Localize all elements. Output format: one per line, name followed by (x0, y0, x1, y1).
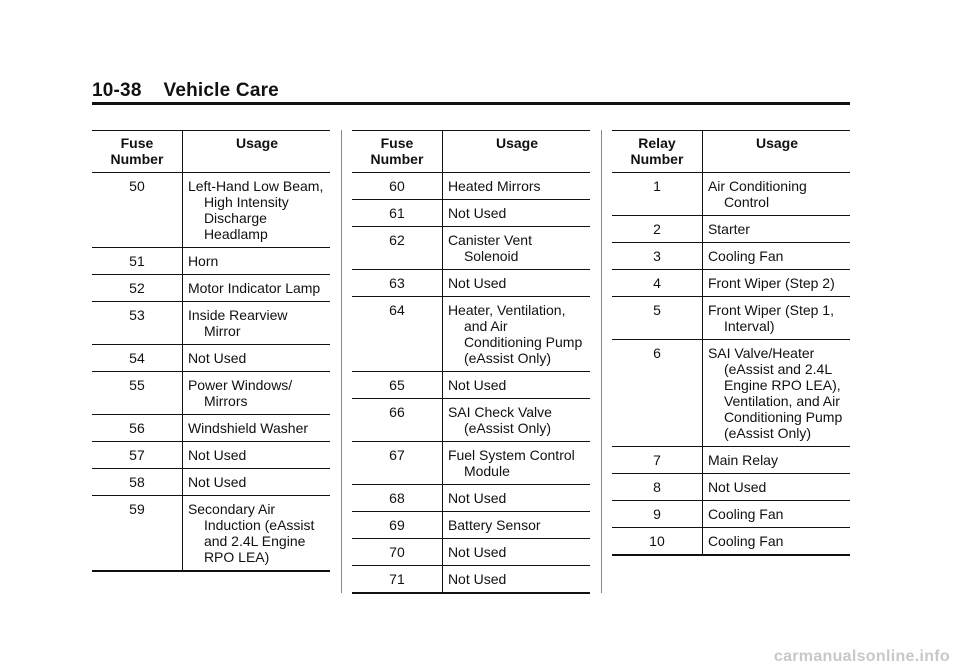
table-row (92, 372, 330, 415)
table-row (352, 227, 590, 270)
number-cell: 10 (612, 528, 702, 556)
usage-cell (182, 302, 330, 345)
usage-cell (442, 442, 590, 485)
usage-text: Not Used (187, 447, 247, 463)
number-cell: 66 (352, 399, 442, 442)
usage-text: Battery Sensor (447, 517, 541, 533)
usage-cell (442, 399, 590, 442)
number-cell: 2 (612, 216, 702, 243)
section-title: Vehicle Care (163, 80, 279, 101)
number-cell: 57 (92, 442, 182, 469)
usage-text: Air Conditioning Control (707, 178, 807, 210)
number-column-header: Fuse Number (92, 131, 182, 173)
table-row (352, 566, 590, 594)
usage-text: Not Used (447, 490, 507, 506)
table-row (92, 345, 330, 372)
usage-cell (442, 297, 590, 372)
table-row (352, 442, 590, 485)
number-cell: 52 (92, 275, 182, 302)
usage-cell (702, 340, 850, 447)
fuse-table-60-71 (352, 130, 590, 594)
table-row (612, 243, 850, 270)
number-cell: 56 (92, 415, 182, 442)
table-row (612, 501, 850, 528)
usage-text: Heater, Ventilation, and Air Conditioning Pump (eAssist Only) (447, 302, 583, 366)
number-cell: 9 (612, 501, 702, 528)
number-cell: 58 (92, 469, 182, 496)
usage-cell (182, 248, 330, 275)
table-row (612, 270, 850, 297)
usage-text: SAI Check Valve (eAssist Only) (447, 404, 552, 436)
usage-text: Not Used (447, 544, 507, 560)
usage-cell (442, 270, 590, 297)
number-cell: 6 (612, 340, 702, 447)
header-rule (92, 102, 850, 105)
table-row (352, 512, 590, 539)
table-row (92, 442, 330, 469)
usage-cell (702, 270, 850, 297)
usage-text: Windshield Washer (187, 420, 309, 436)
usage-cell (442, 539, 590, 566)
usage-text: Motor Indicator Lamp (187, 280, 321, 296)
usage-cell (702, 528, 850, 556)
table-row (612, 297, 850, 340)
usage-text: Front Wiper (Step 2) (707, 275, 835, 291)
usage-text: Not Used (707, 479, 767, 495)
usage-cell (182, 275, 330, 302)
usage-text: Cooling Fan (707, 506, 784, 522)
page-header (92, 80, 850, 106)
usage-cell (702, 216, 850, 243)
usage-cell (182, 415, 330, 442)
usage-cell (182, 469, 330, 496)
number-cell: 7 (612, 447, 702, 474)
usage-text: Not Used (447, 275, 507, 291)
number-cell: 54 (92, 345, 182, 372)
table-header-row (612, 131, 850, 173)
number-cell: 50 (92, 173, 182, 248)
usage-column-header: Usage (182, 131, 330, 173)
usage-cell (182, 372, 330, 415)
table-row (612, 474, 850, 501)
table-header-row (92, 131, 330, 173)
number-cell: 71 (352, 566, 442, 594)
usage-text: Inside Rearview Mirror (187, 307, 288, 339)
usage-cell (702, 474, 850, 501)
table-row (92, 173, 330, 248)
usage-cell (442, 566, 590, 594)
table-row (352, 399, 590, 442)
number-cell: 65 (352, 372, 442, 399)
usage-text: Secondary Air Induction (eAssist and 2.4L Engine RPO LEA) (187, 501, 315, 565)
usage-text: Left-Hand Low Beam, High Intensity Discharge Headlamp (187, 178, 324, 242)
number-cell: 53 (92, 302, 182, 345)
table-row (612, 447, 850, 474)
usage-cell (442, 372, 590, 399)
column-divider-left (341, 130, 342, 593)
number-cell: 4 (612, 270, 702, 297)
usage-text: Heated Mirrors (447, 178, 541, 194)
table-row (352, 297, 590, 372)
table-row (612, 173, 850, 216)
page-title (92, 80, 279, 102)
number-cell: 1 (612, 173, 702, 216)
usage-cell (182, 496, 330, 572)
number-cell: 62 (352, 227, 442, 270)
usage-text: Not Used (447, 377, 507, 393)
usage-text: Front Wiper (Step 1, Interval) (707, 302, 834, 334)
usage-cell (442, 173, 590, 200)
usage-cell (182, 173, 330, 248)
usage-text: Not Used (187, 350, 247, 366)
table-row (352, 173, 590, 200)
table-header-row (352, 131, 590, 173)
usage-text: Horn (187, 253, 219, 269)
usage-text: Starter (707, 221, 750, 237)
table-row (352, 372, 590, 399)
table-row (92, 275, 330, 302)
usage-text: Cooling Fan (707, 533, 784, 549)
usage-column-header: Usage (702, 131, 850, 173)
usage-cell (702, 447, 850, 474)
usage-cell (702, 243, 850, 270)
usage-text: SAI Valve/Heater (eAssist and 2.4L Engine RPO LEA), Ventilation, and Air Conditioning Pump (eAssist Only) (707, 345, 843, 441)
column-divider-right (601, 130, 602, 593)
usage-cell (442, 485, 590, 512)
table-row (352, 200, 590, 227)
table-row (352, 270, 590, 297)
table-row (92, 302, 330, 345)
usage-text: Canister Vent Solenoid (447, 232, 532, 264)
usage-cell (442, 512, 590, 539)
watermark: carmanualsonline.info (773, 648, 950, 665)
usage-text: Cooling Fan (707, 248, 784, 264)
number-cell: 55 (92, 372, 182, 415)
table-row (92, 415, 330, 442)
usage-column-header: Usage (442, 131, 590, 173)
usage-text: Not Used (447, 205, 507, 221)
number-cell: 69 (352, 512, 442, 539)
number-cell: 70 (352, 539, 442, 566)
table-row (612, 528, 850, 556)
usage-text: Main Relay (707, 452, 778, 468)
usage-cell (182, 345, 330, 372)
usage-text: Fuel System Control Module (447, 447, 575, 479)
table-row (92, 469, 330, 496)
fuse-table-50-59 (92, 130, 330, 572)
number-cell: 51 (92, 248, 182, 275)
table-row (352, 485, 590, 512)
usage-text: Not Used (447, 571, 507, 587)
relay-table-1-10 (612, 130, 850, 556)
usage-text: Not Used (187, 474, 247, 490)
number-cell: 68 (352, 485, 442, 512)
usage-text: Power Windows/ Mirrors (187, 377, 293, 409)
table-row (612, 216, 850, 243)
number-cell: 63 (352, 270, 442, 297)
usage-cell (702, 501, 850, 528)
number-cell: 5 (612, 297, 702, 340)
usage-cell (442, 200, 590, 227)
number-cell: 60 (352, 173, 442, 200)
table-row (92, 248, 330, 275)
number-cell: 64 (352, 297, 442, 372)
usage-cell (442, 227, 590, 270)
table-row (612, 340, 850, 447)
usage-cell (702, 173, 850, 216)
table-row (92, 496, 330, 572)
number-column-header: Relay Number (612, 131, 702, 173)
number-cell: 8 (612, 474, 702, 501)
number-cell: 61 (352, 200, 442, 227)
number-column-header: Fuse Number (352, 131, 442, 173)
page-number: 10-38 (92, 80, 142, 101)
table-row (352, 539, 590, 566)
number-cell: 67 (352, 442, 442, 485)
usage-cell (702, 297, 850, 340)
number-cell: 3 (612, 243, 702, 270)
usage-cell (182, 442, 330, 469)
number-cell: 59 (92, 496, 182, 572)
